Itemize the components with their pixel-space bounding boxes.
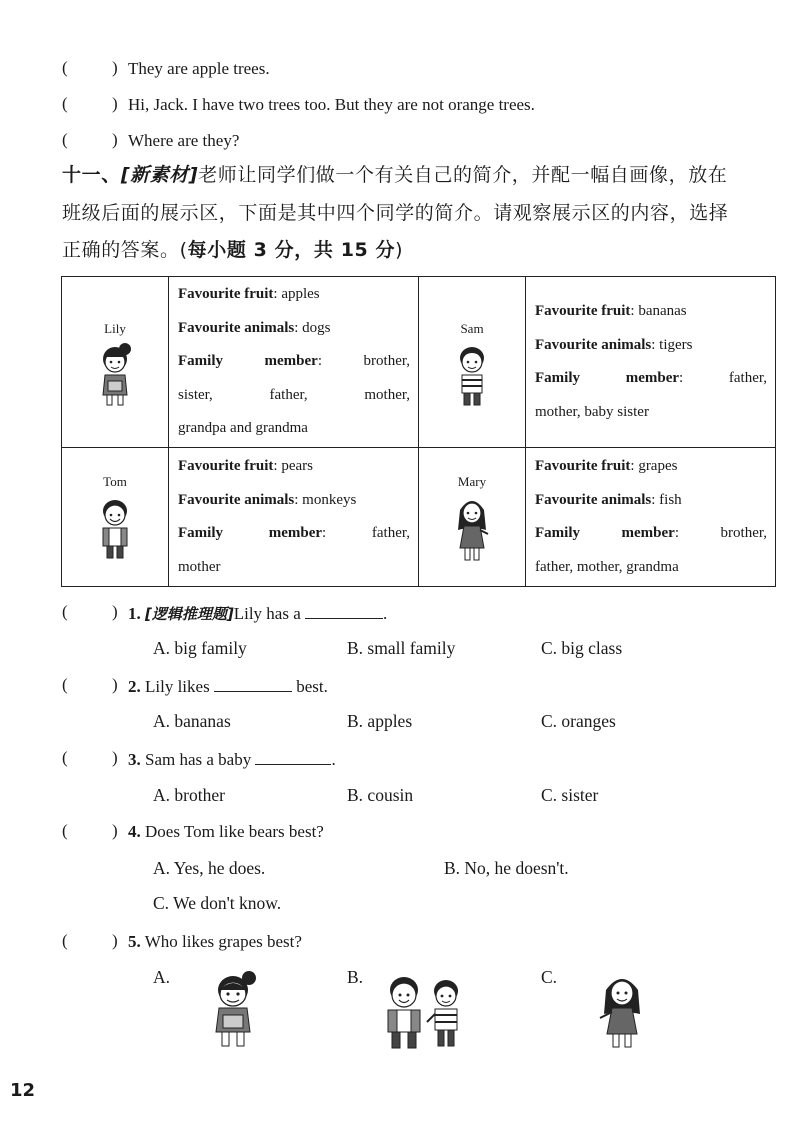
q2-option-b: B. apples: [347, 711, 413, 731]
q3-option-b: B. cousin: [347, 785, 414, 805]
tom-family-1: father,: [371, 525, 411, 541]
q5-option-b: B.: [347, 967, 364, 987]
profile-table: [61, 276, 776, 587]
tom-family-2: mother: [178, 558, 221, 575]
tom-name: Tom: [103, 474, 127, 489]
girl-portrait-icon: [450, 490, 494, 564]
girl-portrait-icon: [93, 339, 137, 409]
q4-option-a: A. Yes, he does.: [153, 858, 266, 878]
q5-option-c: C.: [541, 967, 558, 987]
q5-option-a: A.: [153, 967, 171, 987]
q1-option-c: C. big class: [541, 638, 623, 658]
sam-family-2: mother, baby sister: [535, 403, 649, 420]
answer-blank: [214, 675, 292, 692]
q1-option-a: A. big family: [153, 638, 247, 658]
logic-tag: [逻辑推理题]: [145, 605, 234, 623]
tom-portrait-cell: [62, 448, 169, 587]
lily-family-1: brother,: [363, 353, 411, 370]
section-instruction-line-2: 班级后面的展示区，下面是其中四个同学的简介。请观察展示区的内容，选择: [62, 202, 729, 224]
q3-option-c: C. sister: [541, 785, 599, 805]
answer-blank: [255, 748, 331, 765]
dialogue-text: Hi, Jack. I have two trees too. But they are not orange trees.: [128, 95, 535, 114]
tom-fruit: pears: [281, 458, 313, 474]
two-boys-picture-icon: [380, 972, 470, 1052]
mary-portrait-cell: [419, 448, 526, 587]
sam-name: Sam: [460, 321, 484, 336]
boy-portrait-icon: [93, 492, 137, 562]
lily-info-cell: Favourite fruit: apples Favourite animals: dogs Family member: brother, sister, father, mother, grandpa and grandma: [169, 277, 419, 448]
q1-option-b: B. small family: [347, 638, 456, 658]
section-instruction-line-3: 正确的答案。(每小题 3 分，共 15 分): [62, 239, 404, 261]
mary-info-cell: Favourite fruit: grapes Favourite animals: fish Family member: brother, father, mother, grandma: [526, 448, 776, 587]
tom-animals: monkeys: [302, 491, 357, 508]
q4-option-b: B. No, he doesn't.: [444, 858, 569, 878]
lily-name: Lily: [104, 321, 126, 336]
sam-info-cell: Favourite fruit: bananas Favourite animals: tigers Family member: father, mother, baby sister: [526, 277, 776, 448]
dialogue-text: They are apple trees.: [128, 59, 270, 78]
girl-picture-icon: [592, 968, 652, 1050]
q4-option-c: C. We don't know.: [153, 893, 282, 913]
mary-name: Mary: [457, 474, 487, 489]
dialogue-text: Where are they?: [128, 131, 240, 150]
score-note: 每小题 3 分，共 15 分: [187, 239, 396, 261]
sam-animals: tigers: [659, 336, 693, 353]
girl-picture-icon: [203, 968, 263, 1050]
answer-blank: [305, 602, 383, 619]
sam-fruit: bananas: [638, 303, 687, 319]
lily-fruit: apples: [281, 286, 320, 303]
q2-option-a: A. bananas: [153, 711, 231, 731]
lily-family-3: grandpa and grandma: [178, 420, 308, 437]
q2-option-c: C. oranges: [541, 711, 616, 731]
mary-family-2: father, mother, grandma: [535, 558, 679, 575]
q3-option-a: A. brother: [153, 785, 225, 805]
mary-fruit: grapes: [638, 458, 678, 474]
mary-family-1: brother,: [720, 525, 768, 541]
page-number: 12: [10, 1080, 36, 1101]
mary-animals: fish: [659, 491, 682, 508]
lily-animals: dogs: [302, 319, 331, 336]
lily-portrait-cell: [62, 277, 169, 448]
section-heading: 十一、[新素材]老师让同学们做一个有关自己的简介，并配一幅自画像，放在: [62, 164, 728, 186]
tom-info-cell: Favourite fruit: pears Favourite animals: monkeys Family member: father, mother: [169, 448, 419, 587]
boy-portrait-icon: [450, 339, 494, 409]
new-material-tag: [新素材]: [120, 164, 199, 186]
sam-portrait-cell: [419, 277, 526, 448]
sam-family-1: father,: [728, 370, 768, 386]
